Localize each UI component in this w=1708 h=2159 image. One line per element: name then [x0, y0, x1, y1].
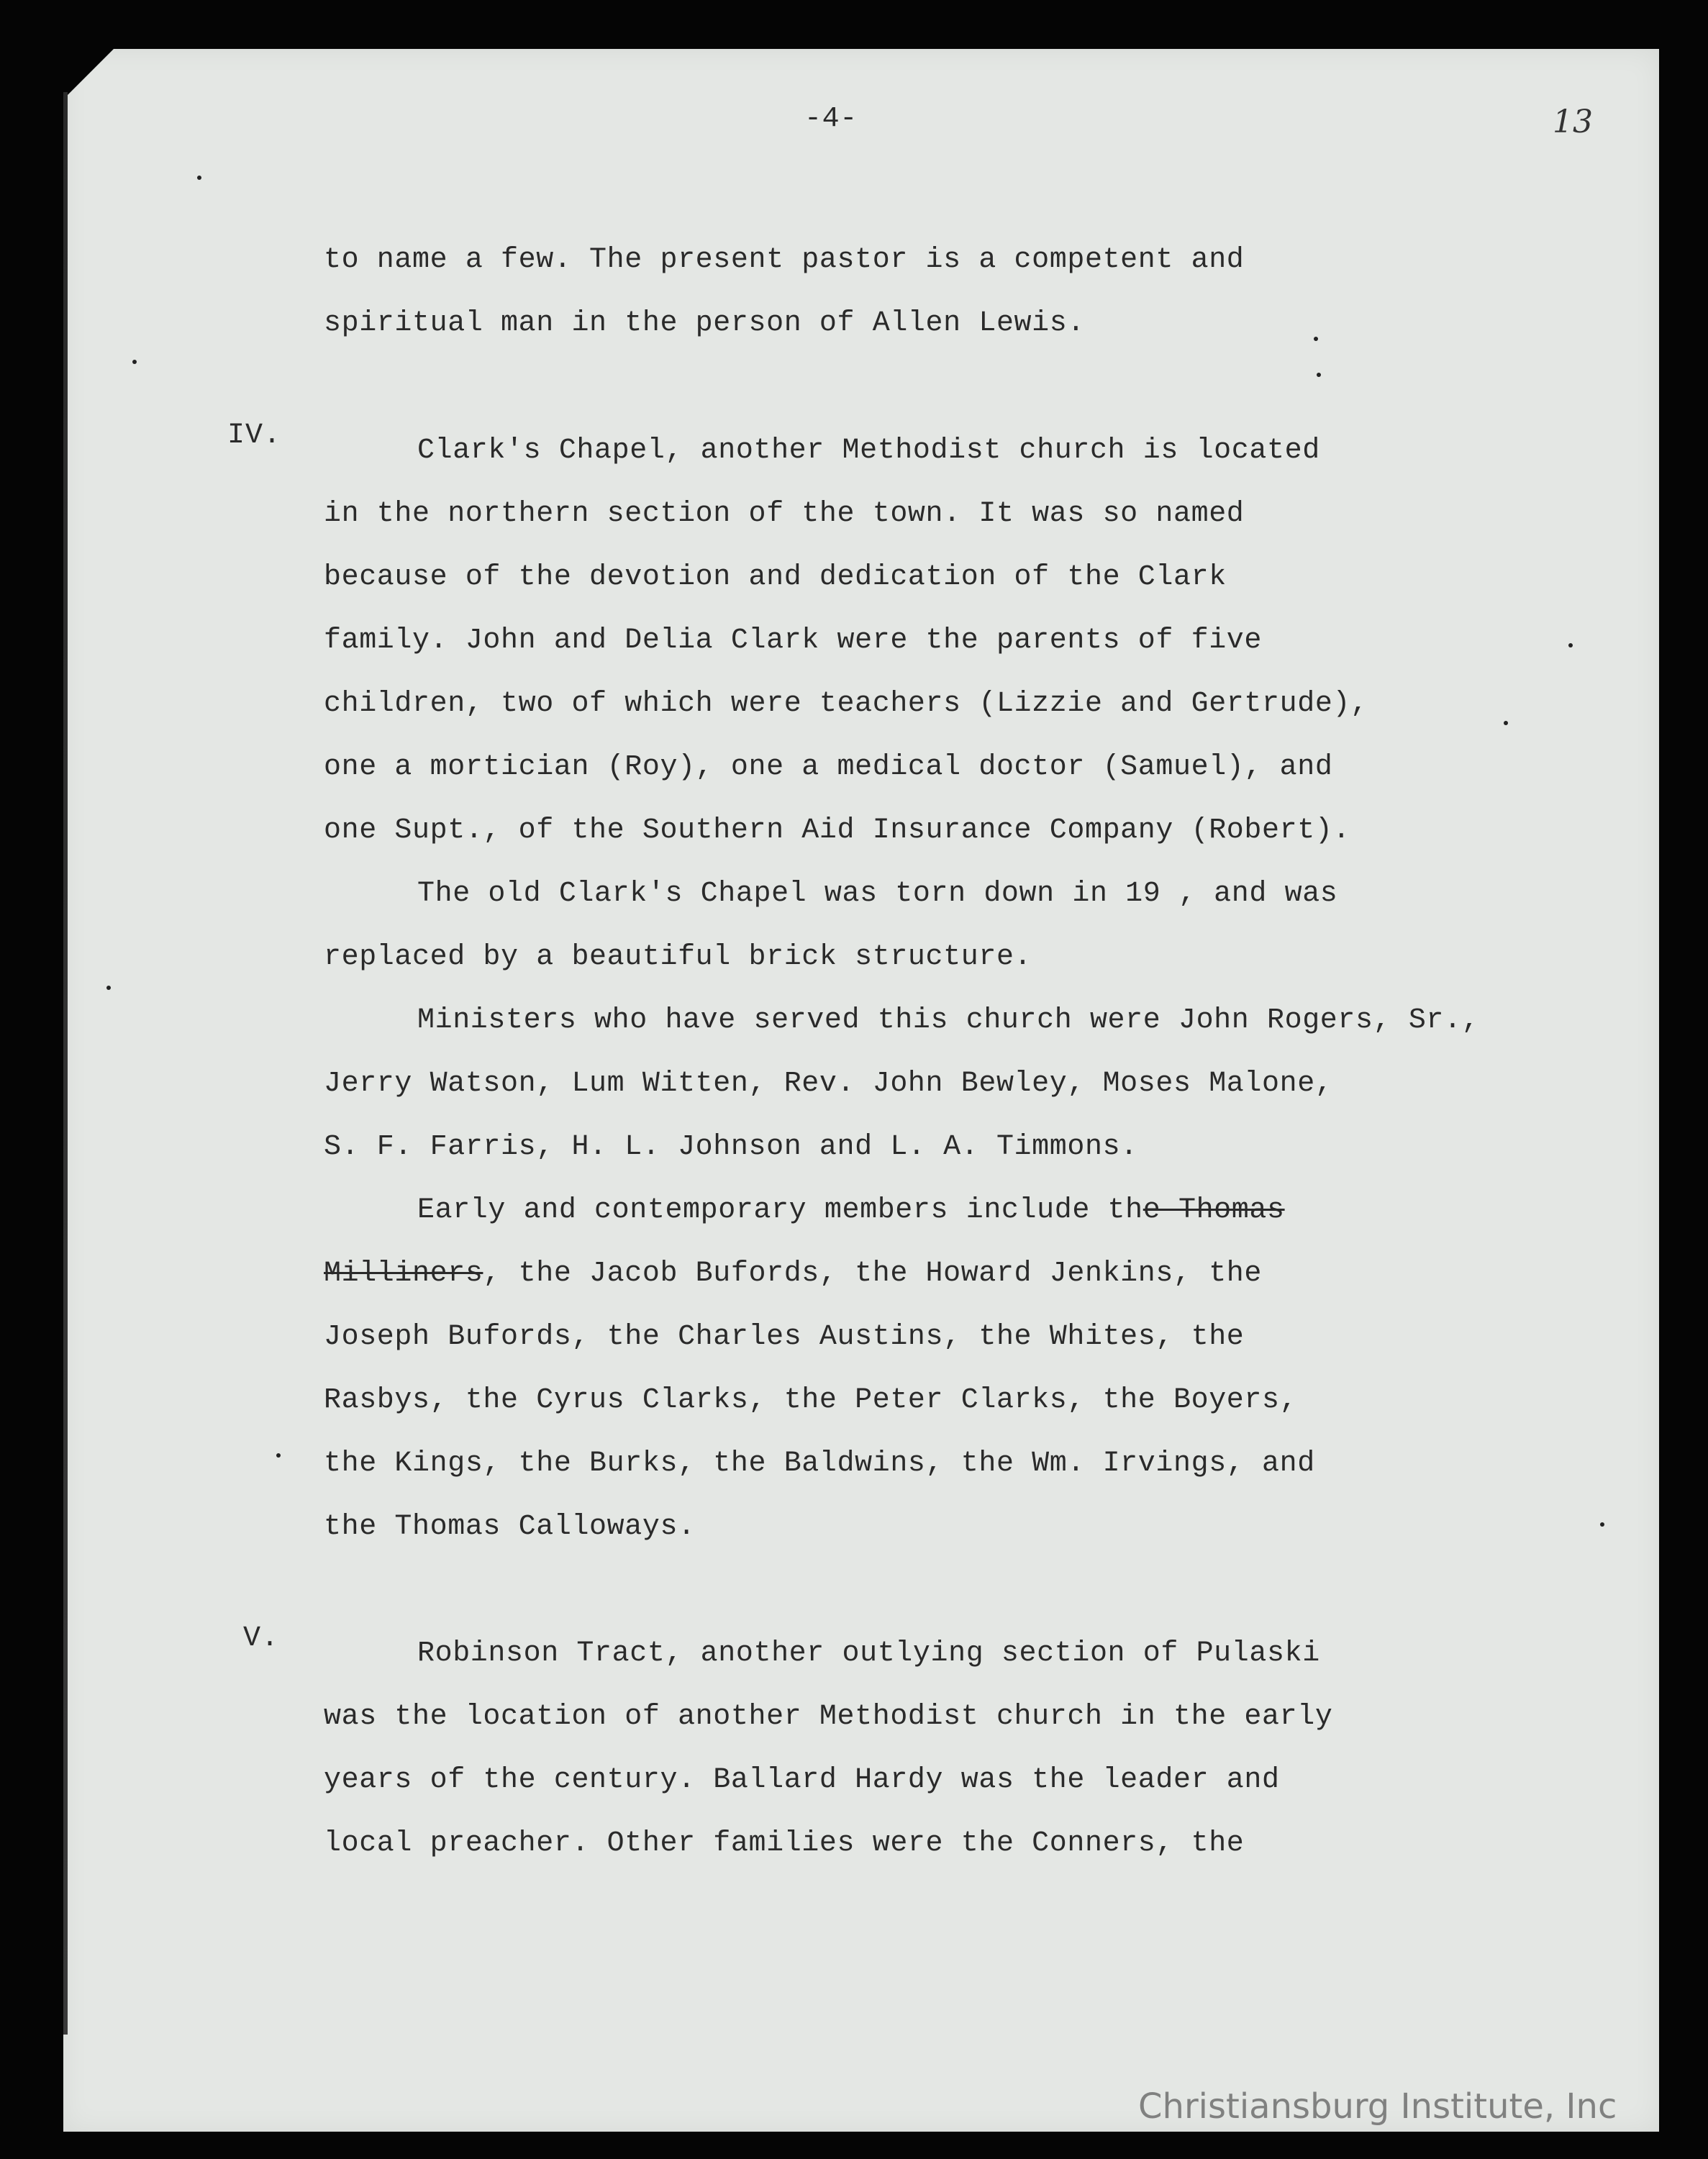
document-page: [63, 49, 1659, 2132]
text-line: the Kings, the Burks, the Baldwins, the Wm. Irvings, and: [324, 1447, 1315, 1480]
text-line: Clark's Chapel, another Methodist church is located: [417, 435, 1320, 467]
text-line: Robinson Tract, another outlying section of Pulaski: [417, 1637, 1320, 1670]
text-fragment: , the Jacob Bufords, the Howard Jenkins, the: [483, 1258, 1263, 1290]
text-line: [324, 1179, 1479, 1242]
struck-text: Milliners: [324, 1258, 483, 1290]
paper-speck: [1568, 643, 1573, 647]
handwritten-page-number: 13: [1553, 104, 1593, 140]
paper-speck: [1504, 721, 1508, 725]
struck-text: e Thomas: [1143, 1194, 1285, 1227]
text-line: local preacher. Other families were the Conners, the: [324, 1827, 1245, 1860]
paper-speck: [1317, 373, 1321, 377]
text-line: the Thomas Calloways.: [324, 1511, 696, 1543]
text-line: Joseph Bufords, the Charles Austins, the Whites, the: [324, 1321, 1245, 1353]
watermark: Christiansburg Institute, Inc: [1138, 2086, 1617, 2127]
text-line: one a mortician (Roy), one a medical doctor (Samuel), and: [324, 751, 1333, 783]
text-line: was the location of another Methodist church in the early: [324, 1701, 1333, 1733]
paper-speck: [1314, 337, 1318, 341]
section-numeral-iv: IV.: [227, 419, 282, 452]
intro-paragraph: [324, 229, 1244, 355]
text-line: family. John and Delia Clark were the parents of five: [324, 624, 1263, 657]
text-line: Ministers who have served this church were John Rogers, Sr.,: [417, 1004, 1480, 1037]
page-number: -4-: [804, 103, 858, 135]
text-line: replaced by a beautiful brick structure.: [324, 941, 1032, 973]
text-line: children, two of which were teachers (Lizzie and Gertrude),: [324, 688, 1368, 720]
text-line: years of the century. Ballard Hardy was the leader and: [324, 1764, 1280, 1796]
paper-speck: [276, 1453, 281, 1458]
folded-corner: [63, 49, 114, 99]
paper-speck: [1600, 1522, 1604, 1527]
text-line: in the northern section of the town. It was so named: [324, 498, 1245, 530]
text-line: The old Clark's Chapel was torn down in 19 , and was: [417, 878, 1338, 910]
section-iv-body: [324, 419, 1479, 1559]
section-numeral-v: V.: [243, 1622, 280, 1655]
section-v-body: [324, 1622, 1332, 1876]
text-line: one Supt., of the Southern Aid Insurance Company (Robert).: [324, 814, 1351, 847]
text-line: S. F. Farris, H. L. Johnson and L. A. Timmons.: [324, 1131, 1138, 1163]
paper-speck: [197, 176, 201, 180]
text-line: to name a few. The present pastor is a competent and: [324, 244, 1245, 276]
text-line: [324, 1242, 1479, 1306]
paper-speck: [106, 986, 111, 990]
paper-speck: [132, 360, 137, 364]
text-fragment: Early and contemporary members include th: [417, 1194, 1143, 1227]
text-line: spiritual man in the person of Allen Lewis.: [324, 307, 1085, 340]
page-edge: [63, 92, 68, 2035]
text-line: Jerry Watson, Lum Witten, Rev. John Bewley, Moses Malone,: [324, 1068, 1333, 1100]
text-line: because of the devotion and dedication of the Clark: [324, 561, 1227, 594]
text-line: Rasbys, the Cyrus Clarks, the Peter Clarks, the Boyers,: [324, 1384, 1298, 1417]
